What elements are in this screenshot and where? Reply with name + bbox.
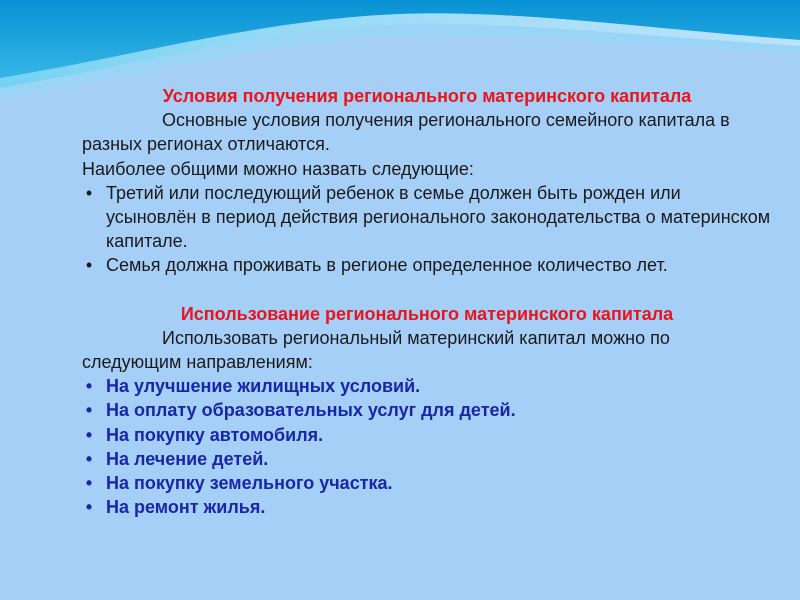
section1-title: Условия получения регионального материнского капитала (162, 86, 692, 106)
list-item: • На покупку земельного участка. (82, 471, 772, 495)
list-item: • Третий или последующий ребенок в семье должен быть рожден или усыновлён в период действия регионального законодательства о материнском капитале. (82, 181, 772, 254)
list-item: • На ремонт жилья. (82, 495, 772, 519)
slide-content (82, 84, 772, 519)
list-item: • На покупку автомобиля. (82, 423, 772, 447)
bullet-icon: • (85, 400, 93, 421)
bullet-icon: • (85, 182, 93, 203)
list-item: • Семья должна проживать в регионе определенное количество лет. (82, 253, 772, 277)
bullet-icon: • (85, 376, 93, 397)
bullet-icon: • (85, 473, 93, 494)
bullet-icon: • (85, 424, 93, 445)
section2-title: Использование регионального материнского капитала (180, 303, 674, 324)
section1-intro: Основные условия получения регионального семейного капитала в разных регионах отличаются. (82, 110, 730, 155)
bullet-icon: • (85, 255, 93, 276)
section2-intro: Использовать региональный материнский капитал можно по следующим направлениям: (82, 327, 670, 373)
bullet-icon: • (85, 497, 93, 518)
list-item: • На улучшение жилищных условий. (82, 374, 772, 398)
section1-lead: Наиболее общими можно назвать следующие: (82, 158, 474, 179)
usage-list (82, 374, 772, 519)
conditions-list (82, 181, 772, 278)
bullet-icon: • (85, 448, 93, 469)
list-item: • На оплату образовательных услуг для детей. (82, 398, 772, 422)
list-item: • На лечение детей. (82, 447, 772, 471)
